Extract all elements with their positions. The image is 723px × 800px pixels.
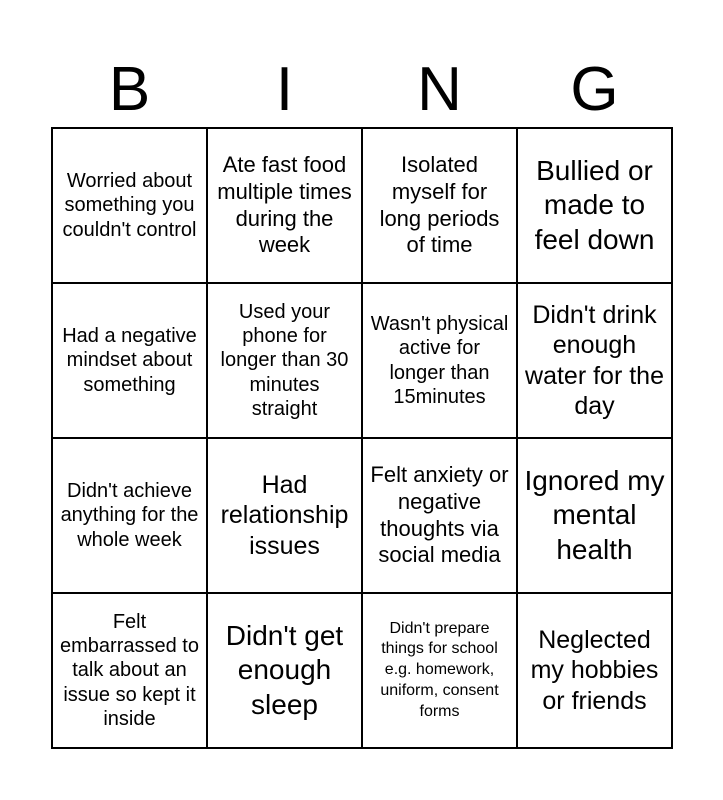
bingo-cell[interactable]: Didn't achieve anything for the whole week [52, 438, 207, 593]
board-row [52, 593, 672, 748]
bingo-header [52, 52, 672, 128]
bingo-cell[interactable]: Bullied or made to feel down [517, 128, 672, 283]
bingo-board [51, 127, 673, 749]
bingo-cell[interactable]: Ate fast food multiple times during the week [207, 128, 362, 283]
bingo-cell[interactable]: Neglected my hobbies or friends [517, 593, 672, 748]
bingo-cell[interactable]: Didn't get enough sleep [207, 593, 362, 748]
header-letter-n: N [417, 55, 462, 124]
bingo-cell[interactable]: Ignored my mental health [517, 438, 672, 593]
bingo-cell[interactable]: Felt anxiety or negative thoughts via social media [362, 438, 517, 593]
bingo-cell[interactable]: Had a negative mindset about something [52, 283, 207, 438]
bingo-cell[interactable]: Used your phone for longer than 30 minutes straight [207, 283, 362, 438]
bingo-cell[interactable]: Didn't drink enough water for the day [517, 283, 672, 438]
bingo-cell[interactable]: Isolated myself for long periods of time [362, 128, 517, 283]
bingo-cell[interactable]: Wasn't physical active for longer than 15minutes [362, 283, 517, 438]
header-letter-i: I [275, 55, 294, 124]
board-row [52, 128, 672, 283]
bingo-cell[interactable]: Had relationship issues [207, 438, 362, 593]
bingo-cell[interactable]: Didn't prepare things for school e.g. homework, uniform, consent forms [362, 593, 517, 748]
bingo-cell[interactable]: Felt embarrassed to talk about an issue so kept it inside [52, 593, 207, 748]
header-letter-g: G [570, 55, 619, 124]
board-row [52, 438, 672, 593]
header-letter-b: B [108, 55, 151, 124]
bingo-cell[interactable]: Worried about something you couldn't control [52, 128, 207, 283]
board-row [52, 283, 672, 438]
